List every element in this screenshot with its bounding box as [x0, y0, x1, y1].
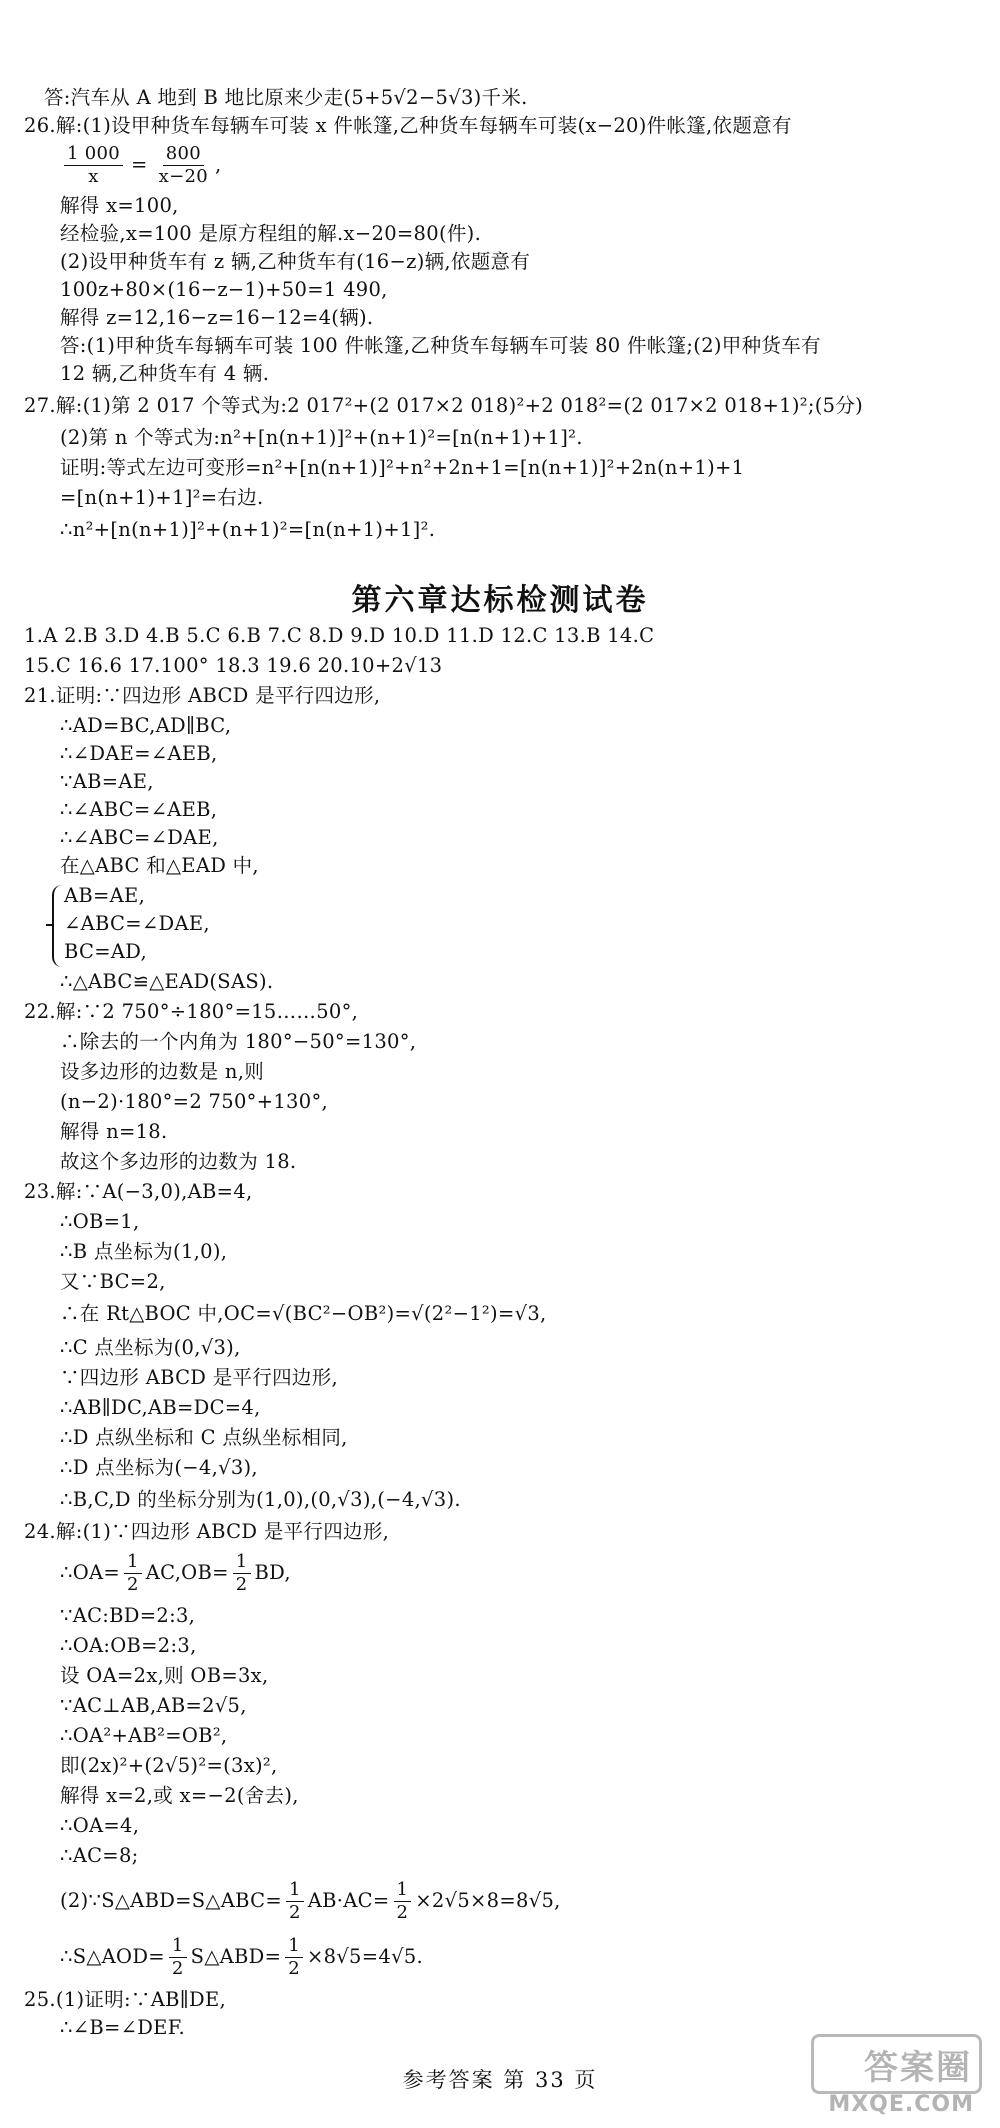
answer-line: ∴∠ABC=∠DAE,: [60, 826, 219, 849]
answer-line: ∴OA=4,: [60, 1814, 140, 1837]
answer-line: AB=AE,: [64, 884, 146, 907]
fill-answers: 15.C 16.6 17.100° 18.3 19.6 20.10+2√13: [24, 654, 443, 677]
answer-line: ∠ABC=∠DAE,: [64, 912, 210, 935]
fraction: $\frac{1}{2}$: [285, 1935, 303, 1980]
answer-line: 解得 x=100,: [60, 194, 179, 217]
answer-line: (n−2)·180°=2 750°+130°,: [60, 1090, 329, 1113]
answer-line: 设 OA=2x,则 OB=3x,: [60, 1664, 269, 1687]
fraction: $\frac{800}{x-20}$: [158, 142, 209, 187]
answer-line: 25.(1)证明:∵AB∥DE,: [24, 1988, 226, 2011]
fraction: $\frac{1}{2}$: [233, 1551, 251, 1596]
watermark-url: MXQE.COM: [828, 2092, 974, 2117]
answer-line: ∴∠DAE=∠AEB,: [60, 742, 218, 765]
answer-line: 解得 n=18.: [60, 1120, 168, 1143]
answer-line: ∴AB∥DC,AB=DC=4,: [60, 1396, 261, 1419]
answer-line: ∴∠B=∠DEF.: [60, 2016, 186, 2039]
answer-line: ∴OB=1,: [60, 1210, 140, 1233]
fraction: $\frac{1}{2}$: [169, 1935, 187, 1980]
answer-line: 经检验,x=100 是原方程组的解.x−20=80(件).: [60, 222, 482, 245]
answer-line: 故这个多边形的边数为 18.: [60, 1150, 297, 1173]
fraction-equation: ∴OA= $\frac{1}{2}$ AC,OB= $\frac{1}{2}$ BD,: [60, 1550, 291, 1595]
answer-line: 在△ABC 和△EAD 中,: [60, 854, 259, 877]
left-brace-tip: [46, 924, 54, 926]
answer-line: 答:(1)甲种货车每辆车可装 100 件帐篷,乙种货车每辆车可装 80 件帐篷;(2)甲种货车有: [60, 334, 821, 357]
answer-line: 24.解:(1)∵四边形 ABCD 是平行四边形,: [24, 1520, 390, 1543]
watermark-logo: [812, 2034, 982, 2120]
answer-line: ∴AC=8;: [60, 1844, 139, 1867]
answer-line: 23.解:∵A(−3,0),AB=4,: [24, 1180, 253, 1203]
answer-line: =[n(n+1)+1]²=右边.: [60, 486, 264, 509]
answer-line: (2)第 n 个等式为:n²+[n(n+1)]²+(n+1)²=[n(n+1)+1]².: [60, 426, 583, 449]
answer-line: ∴AD=BC,AD∥BC,: [60, 714, 232, 737]
answer-line: ∴C 点坐标为(0,√3),: [60, 1336, 241, 1359]
answer-line: 答:汽车从 A 地到 B 地比原来少走(5+5√2−5√3)千米.: [44, 86, 528, 109]
fraction: $\frac{1 000}{x}$: [64, 143, 123, 188]
fraction-equation: $\frac{1 000}{x}$ = $\frac{800}{x-20}$ ,: [60, 140, 222, 190]
fraction: $\frac{1}{2}$: [286, 1879, 304, 1924]
answer-line: ∴D 点纵坐标和 C 点纵坐标相同,: [60, 1426, 348, 1449]
answer-line: ∴除去的一个内角为 180°−50°=130°,: [60, 1030, 417, 1053]
answer-line: 又∵BC=2,: [60, 1270, 166, 1293]
answer-line: ∴∠ABC=∠AEB,: [60, 798, 218, 821]
fraction-equation: ∴S△AOD= $\frac{1}{2}$ S△ABD= $\frac{1}{2}$ ×8√5=4√5.: [60, 1934, 424, 1979]
answer-line: ∴OA:OB=2:3,: [60, 1634, 197, 1657]
answer-line: 100z+80×(16−z−1)+50=1 490,: [60, 278, 388, 301]
answer-line: ∴在 Rt△BOC 中,OC=√(BC²−OB²)=√(2²−1²)=√3,: [60, 1302, 547, 1325]
answer-line: ∴n²+[n(n+1)]²+(n+1)²=[n(n+1)+1]².: [60, 518, 436, 541]
answer-line: 12 辆,乙种货车有 4 辆.: [60, 362, 270, 385]
answer-line: ∴OA²+AB²=OB²,: [60, 1724, 228, 1747]
answer-line: (2)设甲种货车有 z 辆,乙种货车有(16−z)辆,依题意有: [60, 250, 531, 273]
answer-line: ∵四边形 ABCD 是平行四边形,: [60, 1366, 339, 1389]
answer-line: BC=AD,: [64, 940, 147, 963]
fraction: $\frac{1}{2}$: [124, 1551, 142, 1596]
choice-answers: 1.A 2.B 3.D 4.B 5.C 6.B 7.C 8.D 9.D 10.D 11.D 12.C 13.B 14.C: [24, 624, 655, 647]
left-brace: [52, 885, 64, 967]
answer-line: 证明:等式左边可变形=n²+[n(n+1)]²+n²+2n+1=[n(n+1)]²+2n(n+1)+1: [60, 456, 745, 479]
answer-line: ∴D 点坐标为(−4,√3),: [60, 1456, 258, 1479]
answer-line: 26.解:(1)设甲种货车每辆车可装 x 件帐篷,乙种货车每辆车可装(x−20)件帐篷,依题意有: [24, 114, 792, 137]
fraction-equation: (2)∵S△ABD=S△ABC= $\frac{1}{2}$ AB·AC= $\frac{1}{2}$ ×2√5×8=8√5,: [60, 1878, 561, 1923]
answer-line: ∴B,C,D 的坐标分别为(1,0),(0,√3),(−4,√3).: [60, 1488, 461, 1511]
answer-line: ∴△ABC≌△EAD(SAS).: [60, 970, 274, 993]
answer-line: ∵AC⊥AB,AB=2√5,: [60, 1694, 247, 1717]
answer-line: 解得 x=2,或 x=−2(舍去),: [60, 1784, 299, 1807]
fraction: $\frac{1}{2}$: [394, 1879, 412, 1924]
answer-line: 设多边形的边数是 n,则: [60, 1060, 265, 1083]
answer-line: 27.解:(1)第 2 017 个等式为:2 017²+(2 017×2 018)²+2 018²=(2 017×2 018+1)²;(5分): [24, 394, 864, 417]
answer-line: 22.解:∵2 750°÷180°=15……50°,: [24, 1000, 359, 1023]
page-footer: 参考答案 第 33 页: [402, 2068, 598, 2092]
answer-line: 解得 z=12,16−z=16−12=4(辆).: [60, 306, 374, 329]
answer-line: ∵AC:BD=2:3,: [60, 1604, 196, 1627]
answer-line: 21.证明:∵四边形 ABCD 是平行四边形,: [24, 684, 381, 707]
chapter-title: 第六章达标检测试卷: [351, 583, 649, 618]
answer-line: 即(2x)²+(2√5)²=(3x)²,: [60, 1754, 278, 1777]
answer-line: ∴B 点坐标为(1,0),: [60, 1240, 228, 1263]
watermark-text: 答案圈: [864, 2048, 972, 2088]
answer-line: ∵AB=AE,: [60, 770, 154, 793]
